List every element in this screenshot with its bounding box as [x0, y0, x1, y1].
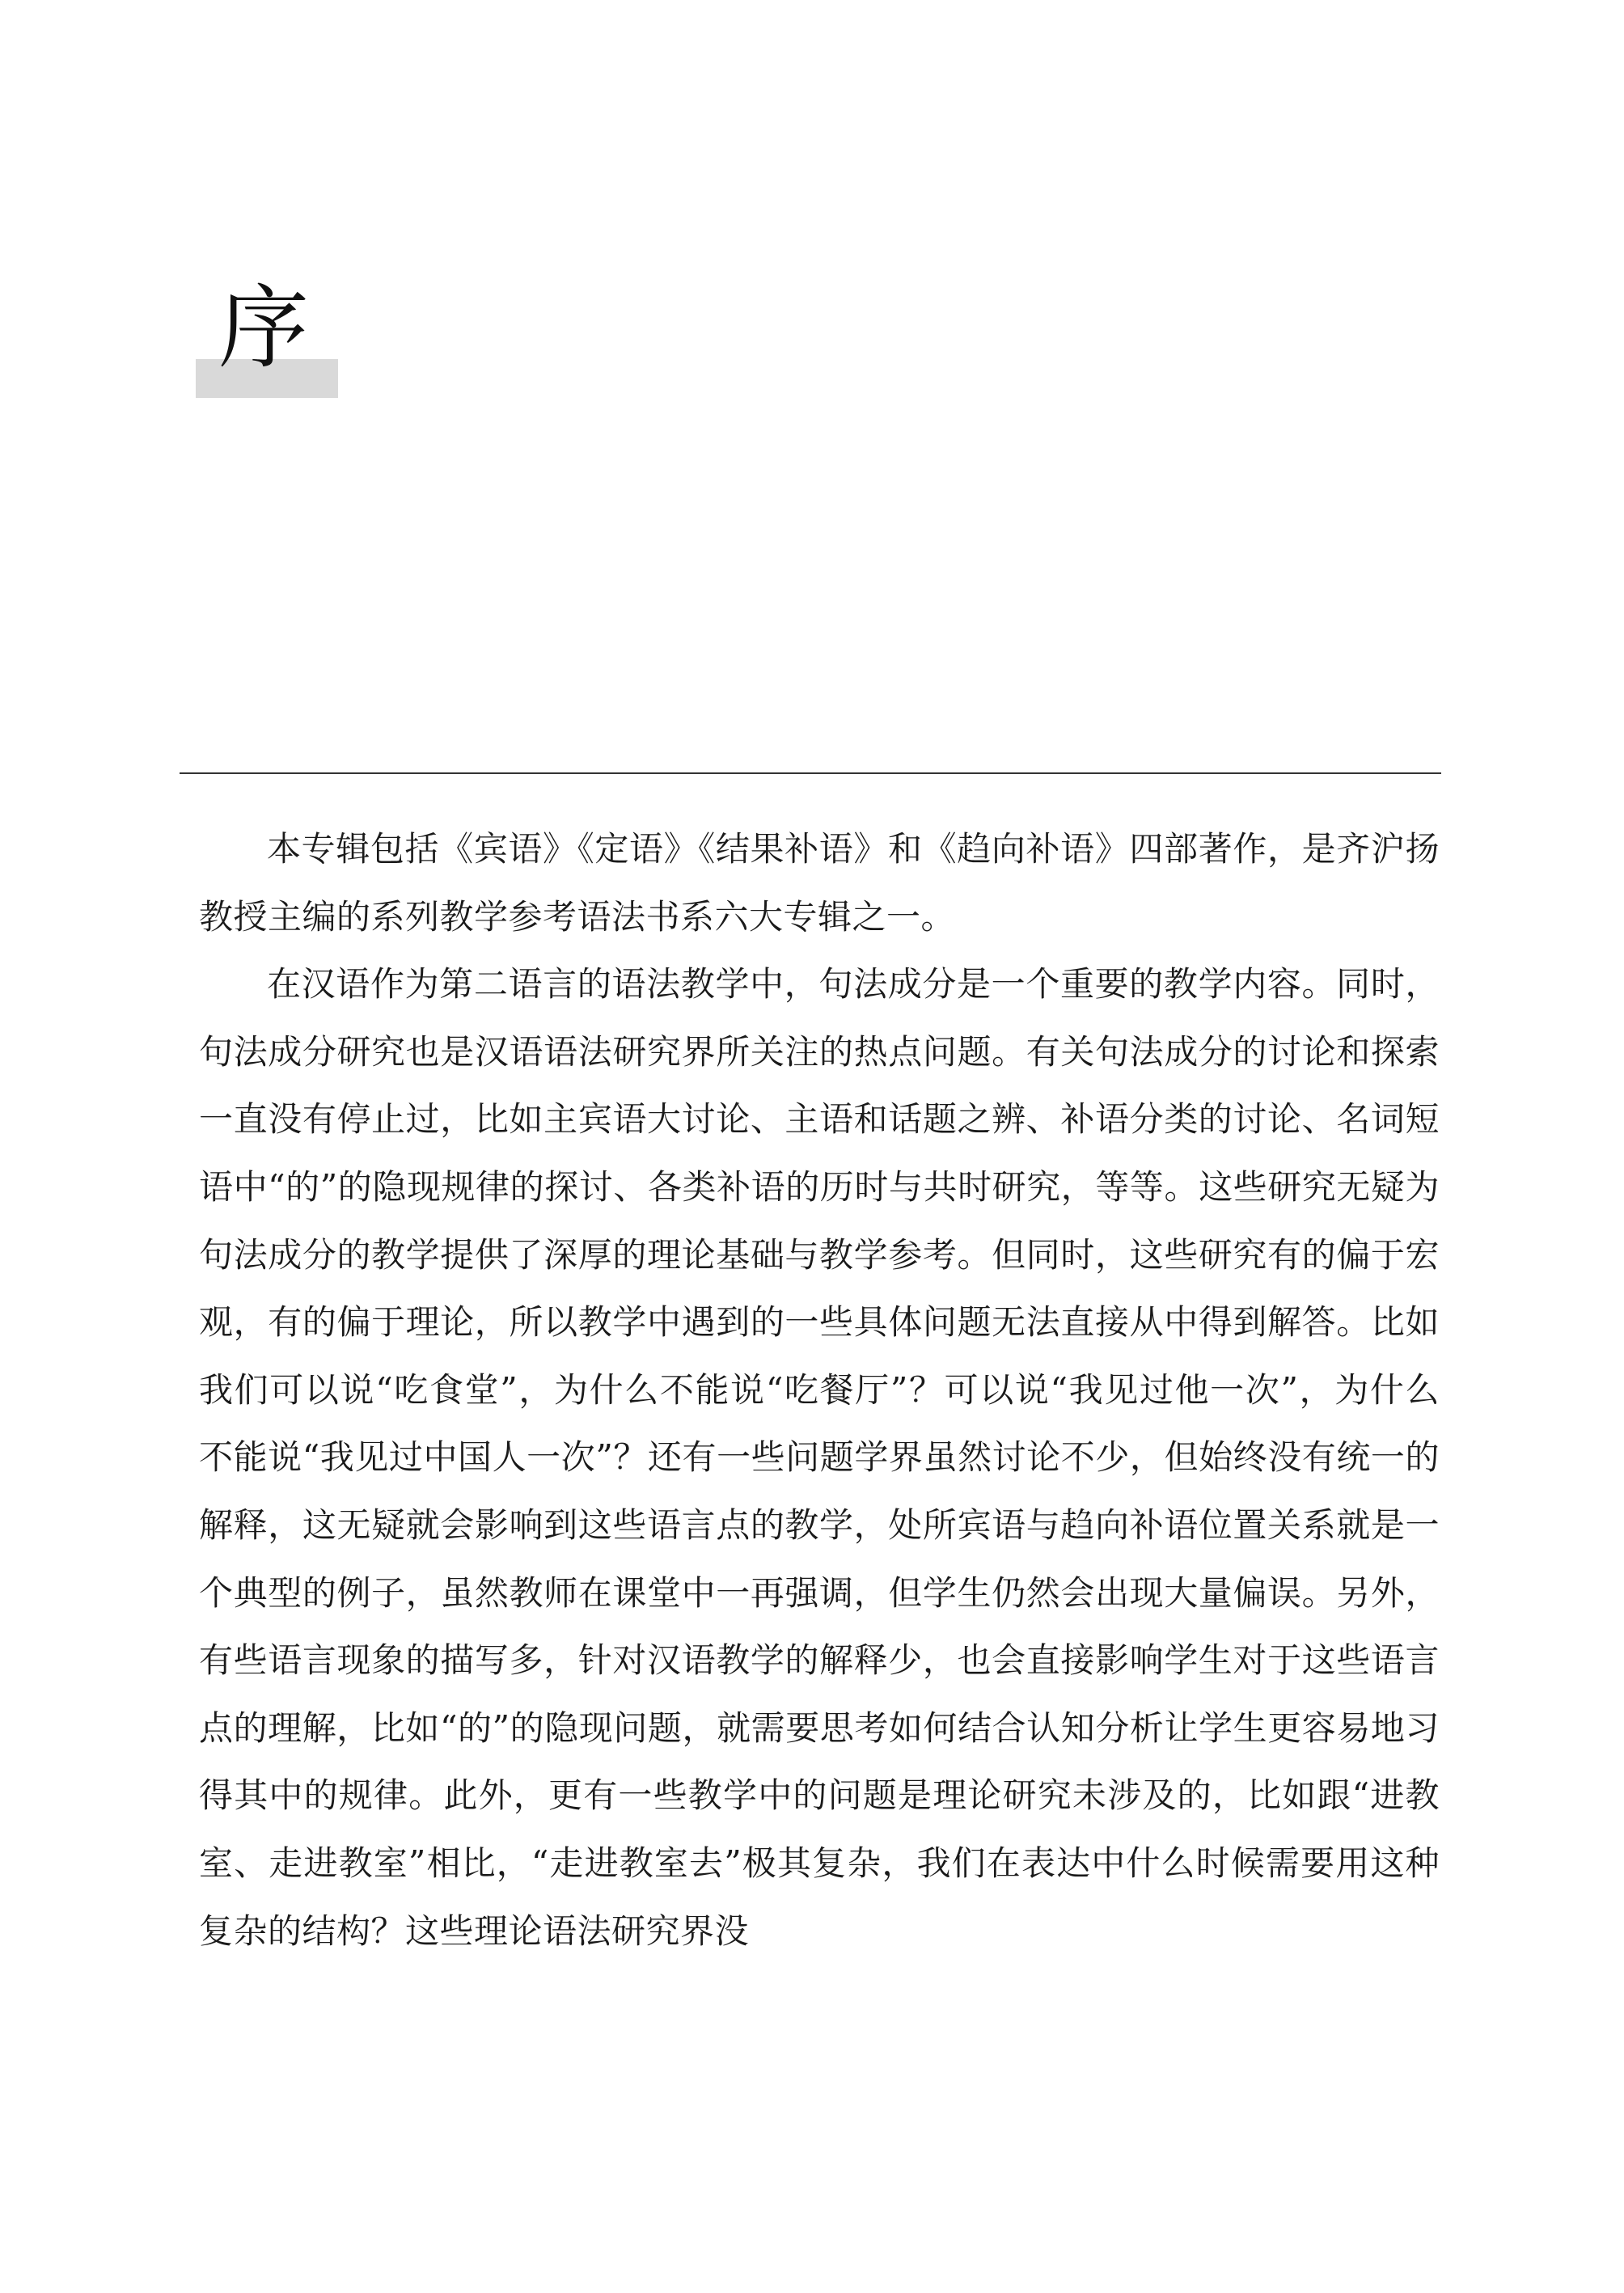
paragraph-2: 在汉语作为第二语言的语法教学中，句法成分是一个重要的教学内容。同时，句法成分研究也是汉语语法研究界所关注的热点问题。有关句法成分的讨论和探索一直没有停止过，比如主宾语大讨论、主语和话题之辨、补语分类的讨论、名词短语中“的”的隐现规律的探讨、各类补语的历时与共时研究，等等。这些研究无疑为句法成分的教学提供了深厚的理论基础与教学参考。但同时，这些研究有的偏于宏观，有的偏于理论，所以教学中遇到的一些具体问题无法直接从中得到解答。比如我们可以说“吃食堂”，为什么不能说“吃餐厅”？可以说“我见过他一次”，为什么不能说“我见过中国人一次”？还有一些问题学界虽然讨论不少，但始终没有统一的解释，这无疑就会影响到这些语言点的教学，处所宾语与趋向补语位置关系就是一个典型的例子，虽然教师在课堂中一再强调，但学生仍然会出现大量偏误。另外，有些语言现象的描写多，针对汉语教学的解释少，也会直接影响学生对于这些语言点的理解，比如“的”的隐现问题，就需要思考如何结合认知分析让学生更容易地习得其中的规律。此外，更有一些教学中的问题是理论研究未涉及的，比如跟“进教室、走进教室”相比，“走进教室去”极其复杂，我们在表达中什么时候需要用这种复杂的结构？这些理论语法研究界没	[199, 964, 1440, 1951]
horizontal-divider	[180, 772, 1441, 774]
section-title-block	[196, 276, 338, 398]
body-text	[199, 815, 1440, 1965]
paragraph-1: 本专辑包括《宾语》《定语》《结果补语》和《趋向补语》四部著作，是齐沪扬教授主编的系列教学参考语法书系六大专辑之一。	[199, 829, 1440, 937]
section-title: 序	[218, 276, 309, 381]
